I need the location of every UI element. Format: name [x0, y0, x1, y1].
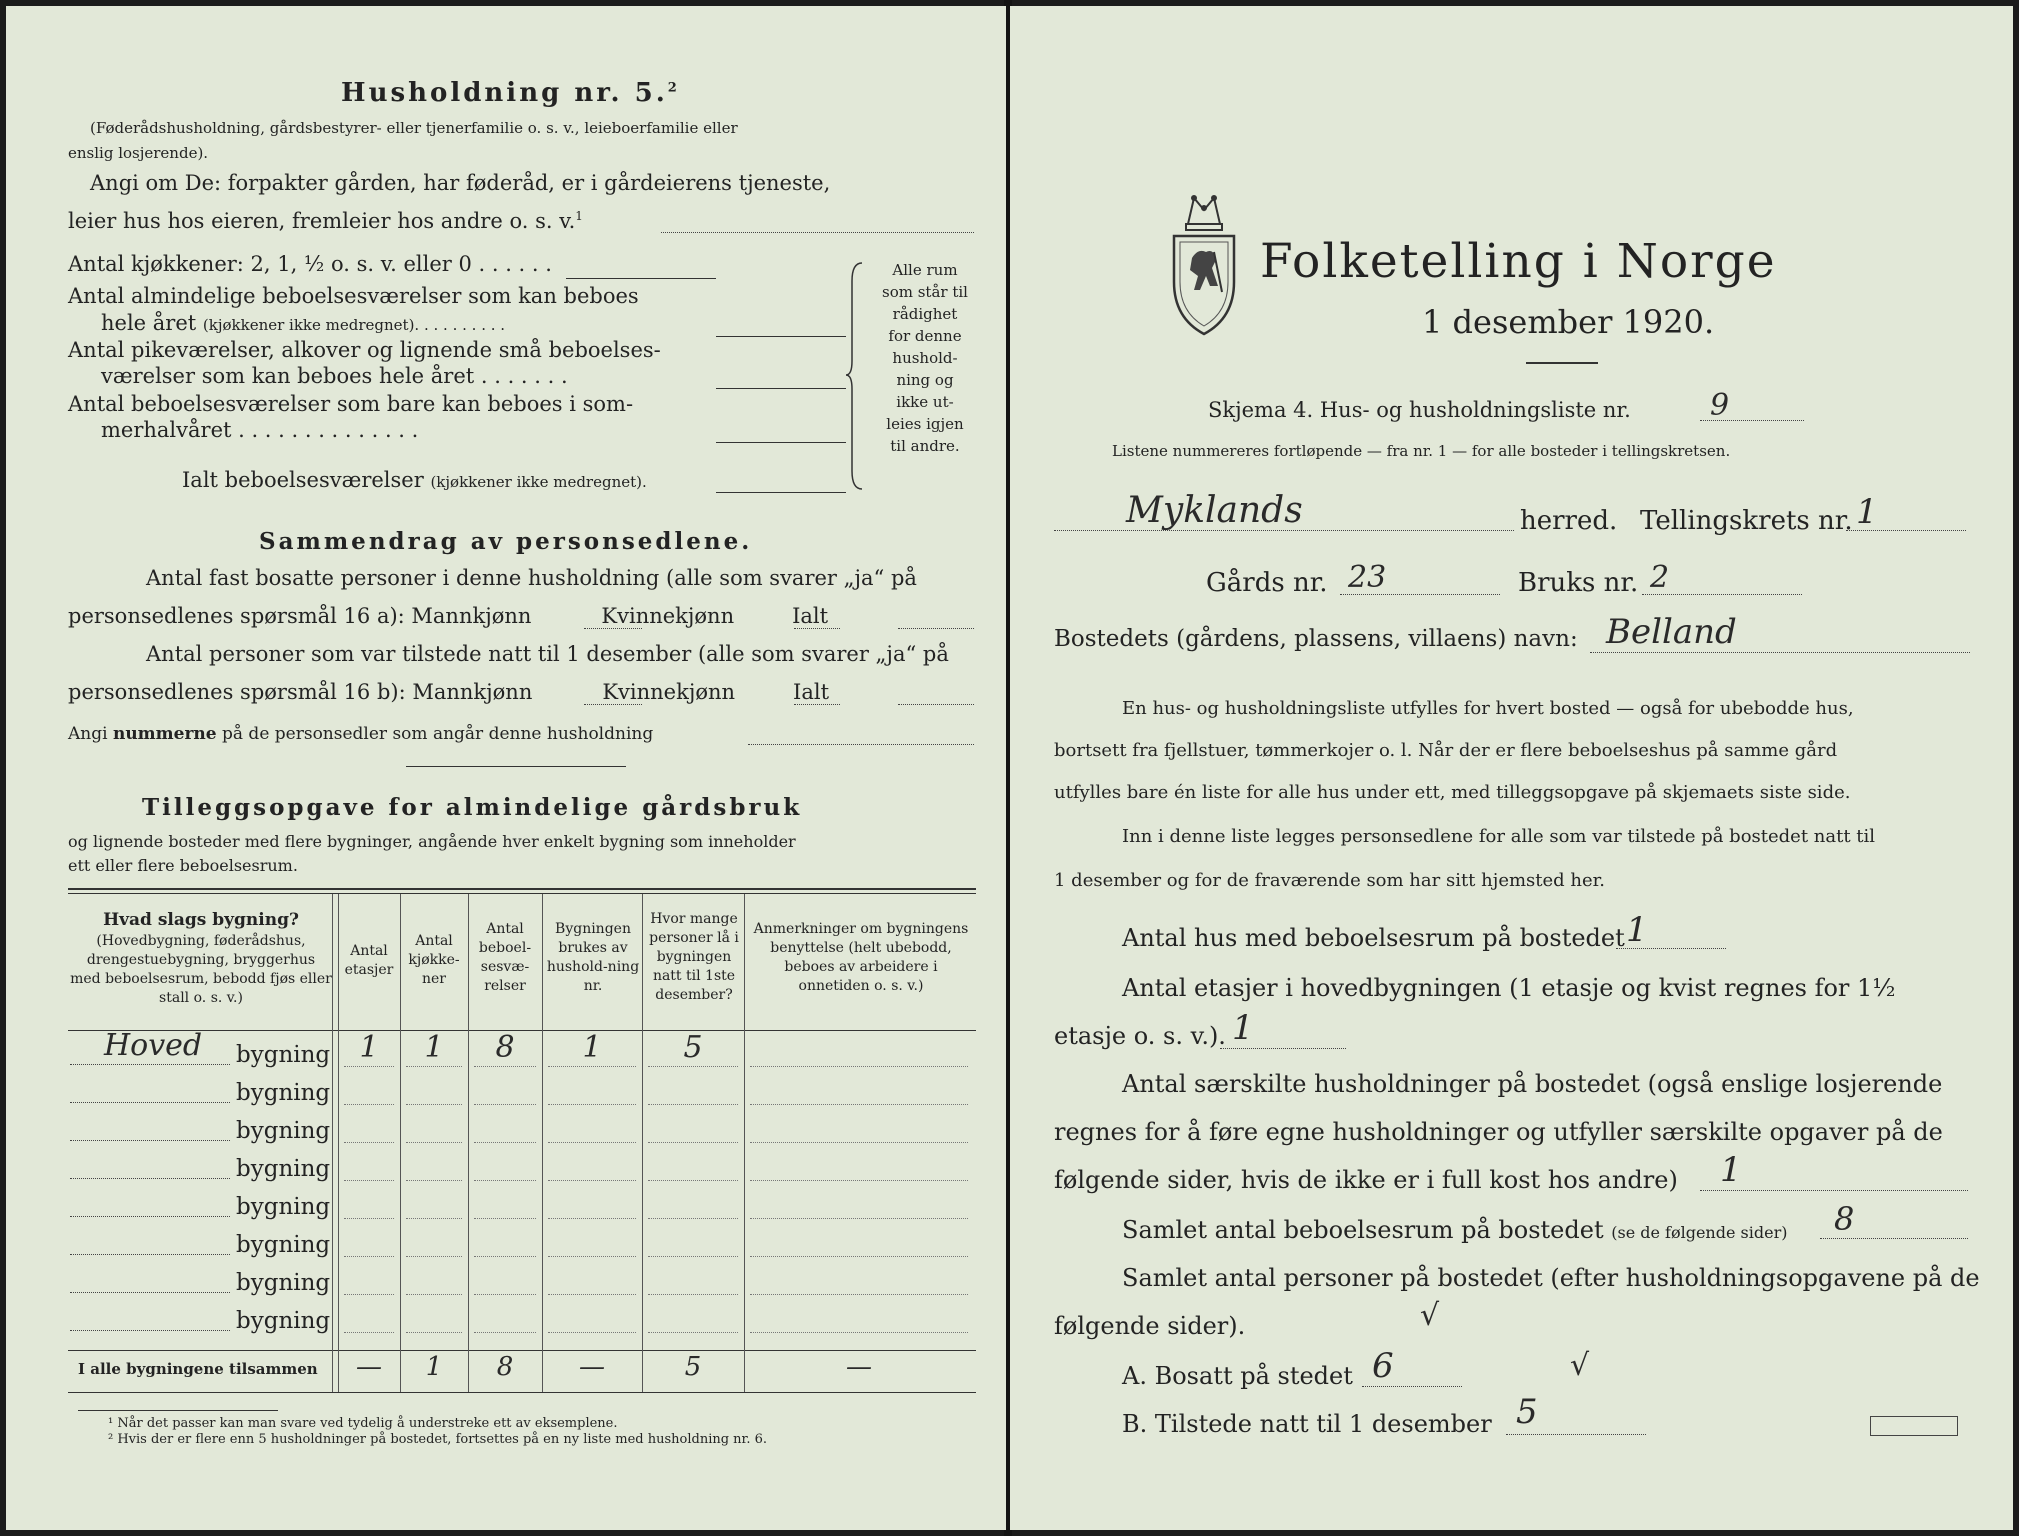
household-title: Husholdning nr. 5.$^2$: [341, 78, 680, 108]
row-cell-line: [648, 1180, 738, 1181]
row-type-line: [70, 1140, 230, 1141]
summer-rooms-line-2: merhalvåret . . . . . . . . . . . . . .: [101, 418, 419, 442]
table-row: [6, 1110, 1006, 1148]
table-row: [6, 1186, 1006, 1224]
nummer-answer: [748, 744, 974, 745]
q-pers-line-2: følgende sider).: [1054, 1312, 1246, 1340]
left-page: [6, 6, 1006, 1530]
col-header-anmerkninger: Anmerkninger om bygningens benyttelse (helt ubebodd, beboes av arbeidere i onnetiden o. s. v.): [753, 921, 969, 994]
q-rum-value: 8: [1834, 1200, 1855, 1238]
gards-label: Gårds nr.: [1206, 568, 1328, 598]
col-header-etasjer: Antal etasjer: [344, 943, 394, 978]
row-cell-line: [344, 1066, 394, 1067]
q-hush-line-3: følgende sider, hvis de ikke er i full kost hos andre): [1054, 1166, 1678, 1194]
total-etasjer: —: [356, 1352, 382, 1382]
section-rule: [406, 766, 626, 767]
total-personer: 5: [684, 1352, 702, 1382]
total-kjokkener: 1: [425, 1352, 443, 1382]
summary-mann-2: [584, 704, 642, 705]
row-cell-line: [750, 1066, 968, 1067]
row-word: bygning: [236, 1118, 331, 1144]
table-bottom-rule: [68, 1392, 976, 1393]
table-row: [6, 1148, 1006, 1186]
col-header-vaerelser: Antal beboel-sesvæ-relser: [478, 921, 532, 994]
row-cell-line: [548, 1332, 636, 1333]
q-etasjer-answer-line: [1220, 1048, 1346, 1049]
right-page: [1010, 6, 2013, 1530]
row-cell: 1: [359, 1030, 379, 1065]
row-cell-line: [406, 1332, 462, 1333]
ialt-answer: [716, 492, 846, 493]
total-husholdning: —: [579, 1352, 605, 1382]
row-cell-line: [474, 1066, 536, 1067]
footnote-rule: [78, 1410, 278, 1411]
instr-line-5: 1 desember og for de fraværende som har sitt hjemsted her.: [1054, 870, 1605, 891]
summary-kvinne-1: [794, 628, 840, 629]
ialt-line: Ialt beboelsesværelser (kjøkkener ikke medregnet).: [182, 468, 647, 492]
summary-line-2: personsedlenes spørsmål 16 a): Mannkjønn Kvinnekjønn Ialt: [68, 604, 829, 628]
row-cell-line: [750, 1180, 968, 1181]
listene-line: Listene nummereres fortløpende — fra nr. 1 — for alle bosteder i tellingskretsen.: [1112, 442, 1731, 460]
row-cell-line: [648, 1218, 738, 1219]
row-cell-line: [750, 1256, 968, 1257]
q-pers-line-1: Samlet antal personer på bostedet (efter husholdningsopgavene på de: [1122, 1264, 1980, 1292]
summary-kvinne-2: [794, 704, 840, 705]
row-cell-line: [406, 1180, 462, 1181]
table-total-rule: [68, 1350, 976, 1351]
krets-value: 1: [1856, 492, 1878, 532]
q-pers-mark: √: [1420, 1298, 1440, 1333]
col-header-personer: Hvor mange personer lå i bygningen natt til 1ste desember?: [649, 911, 739, 1003]
row-cell-line: [648, 1294, 738, 1295]
table-top-rule: [68, 888, 976, 890]
table-top-rule-2: [68, 893, 976, 894]
herred-answer-line: [1054, 530, 1514, 531]
table-row: [6, 1028, 1006, 1072]
row-cell-line: [750, 1218, 968, 1219]
total-label: I alle bygningene tilsammen: [78, 1360, 318, 1378]
b-value: 5: [1516, 1392, 1538, 1432]
row-cell-line: [474, 1142, 536, 1143]
q-hush-answer-line: [1700, 1190, 1968, 1191]
bosted-answer-line: [1590, 652, 1970, 653]
row-type-line: [70, 1178, 230, 1179]
herred-value: Myklands: [1126, 490, 1303, 531]
total-vaerelser: 8: [496, 1352, 514, 1382]
small-rooms-line-1: Antal pikeværelser, alkover og lignende små beboelses-: [68, 338, 661, 362]
row-cell-line: [344, 1142, 394, 1143]
row-cell-line: [750, 1294, 968, 1295]
row-word: bygning: [236, 1270, 331, 1296]
gards-value: 23: [1348, 560, 1387, 595]
row-type-line: [70, 1102, 230, 1103]
a-mark: √: [1570, 1348, 1590, 1383]
nummer-line: Angi nummerne på de personsedler som angår denne husholdning: [68, 724, 654, 744]
rooms-line-2: hele året (kjøkkener ikke medregnet). . . . . . . . . .: [101, 311, 506, 335]
row-word: bygning: [236, 1042, 331, 1068]
row-cell-line: [648, 1332, 738, 1333]
row-cell-line: [750, 1332, 968, 1333]
intro-note-1: (Føderådshusholdning, gårdsbestyrer- eller tjenerfamilie o. s. v., leieboerfamilie eller: [90, 119, 738, 137]
brace-icon: [844, 261, 868, 491]
row-cell-line: [750, 1142, 968, 1143]
b-answer-line: [1506, 1434, 1646, 1435]
supp-line-1: og lignende bosteder med flere bygninger, angående hver enkelt bygning som inneholder: [68, 832, 796, 851]
row-cell-line: [548, 1218, 636, 1219]
brace-note: Alle rum som står til rådighet for denne hushold- ning og ikke ut- leies igjen til andre.: [882, 261, 968, 455]
row-cell-line: [344, 1180, 394, 1181]
norway-coat-of-arms-icon: [1166, 190, 1242, 340]
rooms-line-1: Antal almindelige beboelsesværelser som kan beboes: [68, 284, 639, 308]
kitchens-answer: [566, 278, 716, 279]
summary-title: Sammendrag av personsedlene.: [259, 528, 753, 555]
row-cell-line: [648, 1066, 738, 1067]
row-type-line: [70, 1216, 230, 1217]
row-cell-line: [548, 1104, 636, 1105]
row-cell-line: [648, 1256, 738, 1257]
q-rum-line: Samlet antal beboelsesrum på bostedet (se de følgende sider): [1122, 1216, 1788, 1244]
col-header-kjokkener: Antal kjøkke-ner: [408, 933, 460, 987]
rooms-answer: [716, 336, 846, 337]
bosted-label: Bostedets (gårdens, plassens, villaens) navn:: [1054, 626, 1578, 652]
skjema-answer-line: [1700, 420, 1804, 421]
q-hus-label: Antal hus med beboelsesrum på bostedet: [1122, 924, 1625, 952]
instr-line-4: Inn i denne liste legges personsedlene for alle som var tilstede på bostedet natt til: [1122, 826, 1876, 847]
row-type-line: [70, 1292, 230, 1293]
row-type-value: Hoved: [104, 1028, 203, 1063]
row-cell-line: [344, 1332, 394, 1333]
row-cell-line: [406, 1104, 462, 1105]
q-rum-answer-line: [1820, 1238, 1968, 1239]
row-word: bygning: [236, 1156, 331, 1182]
row-cell-line: [648, 1142, 738, 1143]
q-etasjer-line-1: Antal etasjer i hovedbygningen (1 etasje og kvist regnes for 1½: [1122, 974, 1896, 1002]
row-cell-line: [548, 1256, 636, 1257]
small-rooms-answer: [716, 388, 846, 389]
summary-ialt-2: [898, 704, 974, 705]
supp-title: Tilleggsopgave for almindelige gårdsbruk: [142, 794, 803, 821]
row-cell-line: [474, 1332, 536, 1333]
row-cell-line: [474, 1180, 536, 1181]
row-cell-line: [474, 1218, 536, 1219]
a-answer-line: [1362, 1386, 1462, 1387]
q-etasjer-value: 1: [1232, 1008, 1254, 1048]
title-rule: [1526, 362, 1598, 364]
krets-label: Tellingskrets nr.: [1640, 506, 1853, 536]
q-hush-value: 1: [1720, 1150, 1742, 1190]
b-label: B. Tilstede natt til 1 desember: [1122, 1410, 1492, 1438]
row-cell-line: [344, 1104, 394, 1105]
row-cell-line: [406, 1142, 462, 1143]
row-cell-line: [406, 1066, 462, 1067]
instr-line-2: bortsett fra fjellstuer, tømmerkojer o. l. Når der er flere beboelseshus på samme gård: [1054, 740, 1838, 761]
row-cell-line: [548, 1180, 636, 1181]
row-word: bygning: [236, 1308, 331, 1334]
bruks-label: Bruks nr.: [1518, 568, 1639, 598]
col-header-husholdning: Bygningen brukes av hushold-ning nr.: [546, 921, 640, 994]
table-row: [6, 1300, 1006, 1338]
footnote-2: ² Hvis der er flere enn 5 husholdninger på bostedet, fortsettes på en ny liste med husholdning nr. 6.: [108, 1432, 768, 1447]
skjema-line: Skjema 4. Hus- og husholdningsliste nr.: [1208, 398, 1631, 422]
row-cell-line: [406, 1294, 462, 1295]
summer-rooms-answer: [716, 442, 846, 443]
row-cell-line: [406, 1218, 462, 1219]
q-hush-line-2: regnes for å føre egne husholdninger og utfyller særskilte opgaver på de: [1054, 1118, 1943, 1146]
row-word: bygning: [236, 1080, 331, 1106]
summary-line-1: Antal fast bosatte personer i denne husholdning (alle som svarer „ja“ på: [146, 566, 917, 590]
q-hush-line-1: Antal særskilte husholdninger på bostedet (også enslige losjerende: [1122, 1070, 1943, 1098]
q-hus-value: 1: [1626, 910, 1648, 950]
row-cell-line: [474, 1256, 536, 1257]
summary-line-4: personsedlenes spørsmål 16 b): Mannkjønn Kvinnekjønn Ialt: [68, 680, 830, 704]
bruks-value: 2: [1650, 560, 1670, 595]
row-cell: 8: [495, 1030, 515, 1065]
row-cell-line: [474, 1294, 536, 1295]
row-cell-line: [750, 1104, 968, 1105]
row-cell-line: [344, 1218, 394, 1219]
row-cell-line: [548, 1142, 636, 1143]
gards-answer-line: [1340, 594, 1500, 595]
intro-note-2: enslig losjerende).: [68, 144, 209, 162]
a-label: A. Bosatt på stedet: [1122, 1362, 1353, 1390]
census-date: 1 desember 1920.: [1422, 303, 1715, 341]
angi-line-2: leier hus hos eieren, fremleier hos andre o. s. v.$^1$: [68, 209, 583, 233]
q-hus-answer-line: [1616, 948, 1726, 949]
table-row: [6, 1072, 1006, 1110]
summary-mann-1: [584, 628, 642, 629]
angi-answer-line: [661, 232, 974, 233]
row-cell-line: [406, 1256, 462, 1257]
row-cell-line: [344, 1294, 394, 1295]
row-cell-line: [648, 1104, 738, 1105]
row-type-line: [70, 1254, 230, 1255]
row-type-line: [70, 1330, 230, 1331]
bosted-value: Belland: [1606, 612, 1737, 652]
row-cell-line: [548, 1066, 636, 1067]
q-etasjer-line-2: etasje o. s. v.).: [1054, 1022, 1226, 1050]
row-cell-line: [344, 1256, 394, 1257]
row-cell-line: [548, 1294, 636, 1295]
census-title: Folketelling i Norge: [1260, 234, 1777, 289]
kitchens-line: Antal kjøkkener: 2, 1, ½ o. s. v. eller 0 . . . . . .: [68, 252, 552, 276]
table-row: [6, 1262, 1006, 1300]
herred-label: herred.: [1520, 506, 1618, 536]
row-word: bygning: [236, 1232, 331, 1258]
instr-line-1: En hus- og husholdningsliste utfylles for hvert bosted — også for ubebodde hus,: [1122, 698, 1854, 719]
row-cell: 1: [582, 1030, 602, 1065]
row-cell: 1: [424, 1030, 444, 1065]
table-row: [6, 1224, 1006, 1262]
krets-answer-line: [1846, 530, 1966, 531]
summer-rooms-line-1: Antal beboelsesværelser som bare kan beboes i som-: [68, 392, 634, 416]
printer-stamp: [1870, 1416, 1958, 1436]
row-cell: 5: [683, 1030, 703, 1065]
row-type-line: [70, 1064, 230, 1065]
row-cell-line: [474, 1104, 536, 1105]
bruks-answer-line: [1642, 594, 1802, 595]
a-value: 6: [1372, 1346, 1394, 1386]
angi-line-1: Angi om De: forpakter gården, har føderåd, er i gårdeierens tjeneste,: [90, 171, 831, 195]
summary-line-3: Antal personer som var tilstede natt til 1 desember (alle som svarer „ja“ på: [146, 642, 949, 666]
summary-ialt-1: [898, 628, 974, 629]
row-word: bygning: [236, 1194, 331, 1220]
small-rooms-line-2: værelser som kan beboes hele året . . . . . . .: [101, 364, 568, 388]
instr-line-3: utfylles bare én liste for alle hus under ett, med tilleggsopgave på skjemaets siste side.: [1054, 782, 1851, 803]
skjema-value: 9: [1710, 388, 1730, 423]
col-header-type: Hvad slags bygning? (Hovedbygning, føderådshus, drengestuebygning, bryggerhus med beboelsesrum, bebodd fjøs eller stall o. s. v.): [70, 910, 332, 1006]
footnote-1: ¹ Når det passer kan man svare ved tydelig å understreke ett av eksemplene.: [108, 1416, 618, 1431]
supp-line-2: ett eller flere beboelsesrum.: [68, 856, 298, 875]
total-anmerkninger: —: [846, 1352, 872, 1382]
